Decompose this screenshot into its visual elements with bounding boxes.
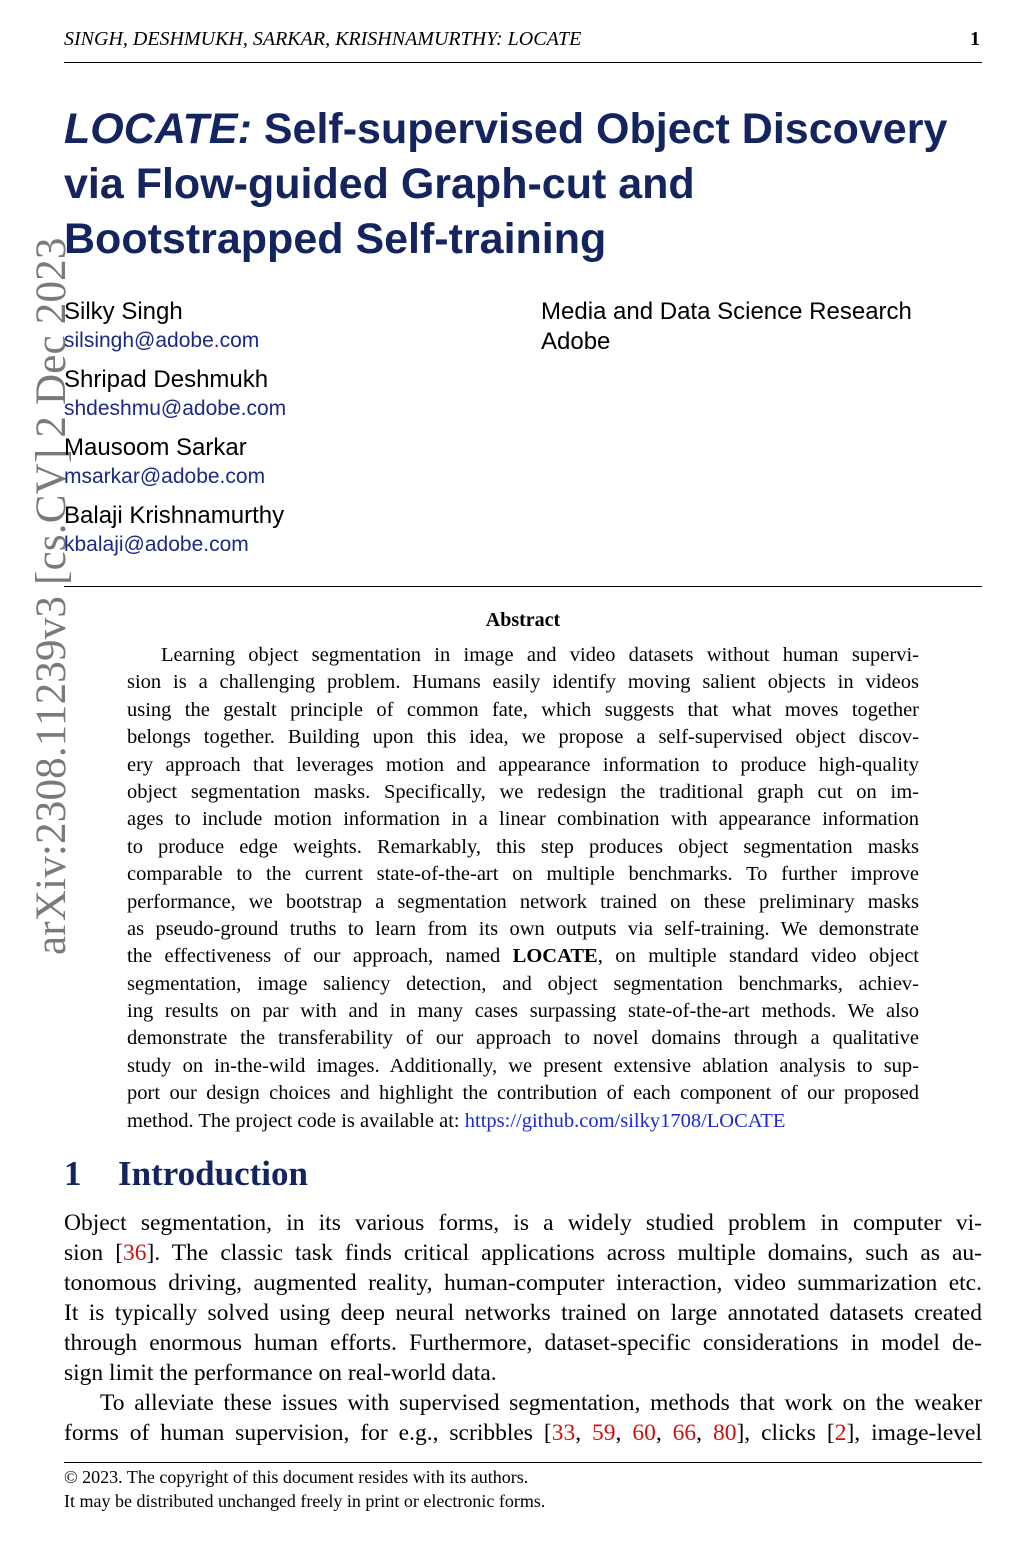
abstract-divider [64,586,982,587]
author-entry [64,501,286,569]
affiliation-line-1: Media and Data Science Research [541,298,912,325]
footer-divider [64,1462,982,1463]
abstract-line: object segmentation masks. Specifically, we redesign the traditional graph cut on im- [127,780,919,803]
abstract-line: ages to include motion information in a linear combination with appearance information [127,808,919,831]
abstract-line: segmentation, image saliency detection, and object segmentation benchmarks, achiev- [127,972,919,995]
copyright-footer [64,1465,545,1513]
title-acronym: LOCATE: [64,105,252,153]
body-line: sion [36]. The classic task finds critical applications across multiple domains, such as au- [64,1240,982,1266]
author-email-link[interactable]: kbalaji@adobe.com [64,533,249,556]
citation-link[interactable]: 80 [712,1420,737,1446]
abstract-line: demonstrate the transferability of our approach to novel domains through a qualitative [127,1027,919,1050]
footer-line-1: © 2023. The copyright of this document resides with its authors. [64,1467,529,1487]
body-line: sign limit the performance on real-world data. [64,1360,497,1386]
abstract-line: method. The project code is available at: https://github.com/silky1708/LOCATE [127,1109,786,1132]
introduction-body [64,1208,982,1448]
author-entry [64,365,286,433]
author-name: Shripad Deshmukh [64,366,269,393]
abstract-line: comparable to the current state-of-the-art on multiple benchmarks. To further improve [127,863,919,886]
footer-line-2: It may be distributed unchanged freely in print or electronic forms. [64,1491,546,1511]
arxiv-identifier-stamp: arXiv:2308.11239v3 [cs.CV] 2 Dec 2023 [28,237,75,955]
abstract-line: the effectiveness of our approach, named LOCATE, on multiple standard video object [127,945,919,968]
abstract-line: port our design choices and highlight the contribution of each component of our proposed [127,1082,919,1105]
author-list [64,297,286,569]
author-email-link[interactable]: shdeshmu@adobe.com [64,397,287,420]
section-number: 1 [64,1154,82,1193]
abstract-line: ing results on par with and in many cases surpassing state-of-the-art methods. We also [127,1000,919,1023]
method-name: LOCATE [512,945,598,968]
body-line: To alleviate these issues with supervised segmentation, methods that work on the weaker [100,1390,982,1416]
affiliation [541,297,912,357]
body-line: It is typically solved using deep neural networks trained on large annotated datasets created [64,1300,982,1326]
citation-link[interactable]: 2 [834,1420,847,1446]
abstract-line: as pseudo-ground truths to learn from its own outputs via self-training. We demonstrate [127,917,919,940]
abstract-line: belongs together. Building upon this idea, we propose a self-supervised object discov- [127,726,919,749]
citation-link[interactable]: 60 [632,1420,656,1446]
abstract-line: using the gestalt principle of common fate, which suggests that what moves together [127,698,919,721]
project-code-link[interactable]: https://github.com/silky1708/LOCATE [464,1109,786,1132]
citation-link[interactable]: 36 [123,1240,147,1266]
running-header [64,26,982,63]
abstract-body [127,642,919,1135]
page-number: 1 [970,28,980,50]
abstract-line: ery approach that leverages motion and appearance information to produce high-quality [127,753,919,776]
author-email-link[interactable]: silsingh@adobe.com [64,329,260,352]
body-line: Object segmentation, in its various forms, is a widely studied problem in computer vi- [64,1210,982,1236]
body-line: through enormous human efforts. Furthermore, dataset-specific considerations in model de- [64,1330,982,1356]
author-name: Balaji Krishnamurthy [64,502,285,529]
author-name: Silky Singh [64,298,183,325]
citation-link[interactable]: 33 [551,1420,576,1446]
body-line: tonomous driving, augmented reality, human-computer interaction, video summarization etc. [64,1270,982,1296]
abstract-line: sion is a challenging problem. Humans easily identify moving salient objects in videos [127,671,919,694]
citation-link[interactable]: 66 [672,1420,697,1446]
section-title: Introduction [118,1154,308,1193]
running-authors: SINGH, DESHMUKH, SARKAR, KRISHNAMURTHY: LOCATE [64,28,582,50]
body-line: forms of human supervision, for e.g., scribbles [33, 59, 60, 66, 80], clicks [2], image-level [64,1420,982,1446]
citation-link[interactable]: 59 [592,1420,616,1446]
author-entry [64,433,286,501]
title-line-1: Self-supervised Object Discovery [251,105,948,153]
title-line-3: Bootstrapped Self-training [64,215,607,263]
title-line-2: via Flow-guided Graph-cut and [64,160,695,208]
abstract-line: Learning object segmentation in image and video datasets without human supervi- [161,644,919,666]
author-email-link[interactable]: msarkar@adobe.com [64,465,266,488]
affiliation-line-2: Adobe [541,328,611,355]
author-name: Mausoom Sarkar [64,434,247,461]
abstract-heading: Abstract [485,609,561,631]
abstract-line: performance, we bootstrap a segmentation network trained on these preliminary masks [127,890,919,913]
abstract-line: study on in-the-wild images. Additionally, we present extensive ablation analysis to sup- [127,1054,919,1077]
author-entry [64,297,286,365]
section-heading-introduction [64,1152,308,1196]
paper-title [64,102,994,267]
abstract-line: to produce edge weights. Remarkably, this step produces object segmentation masks [127,835,919,858]
